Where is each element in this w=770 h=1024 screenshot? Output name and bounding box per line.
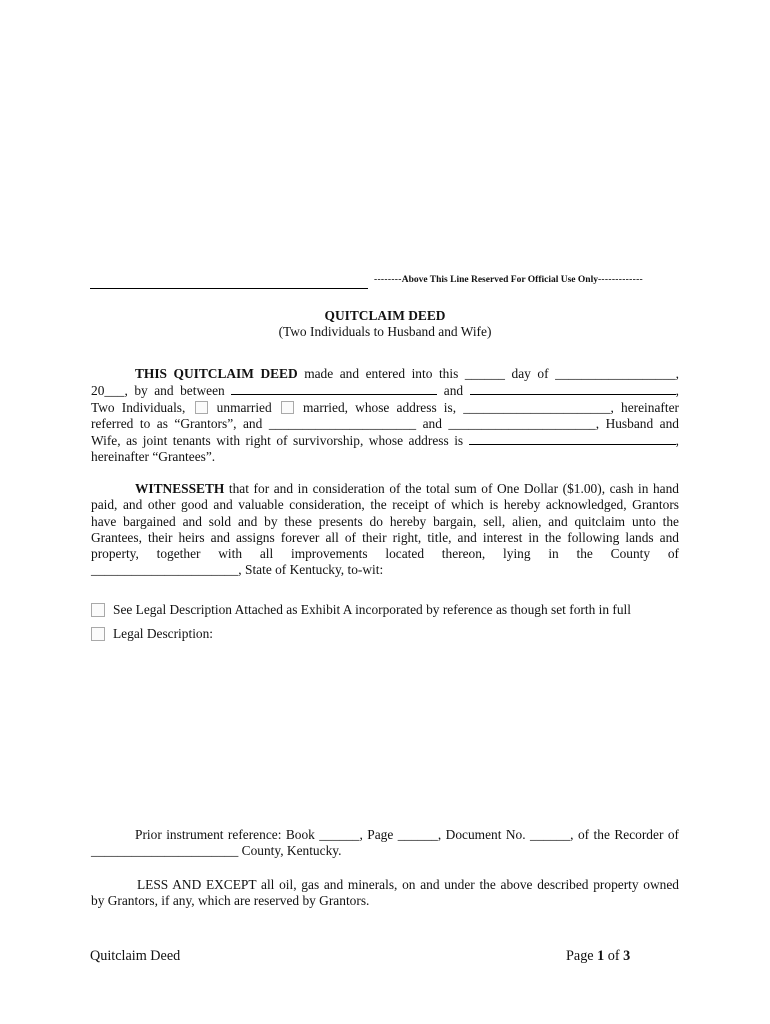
intro-paragraph bbox=[91, 366, 679, 466]
intro-text-3: and bbox=[443, 383, 464, 399]
witnesseth-bold-lead: WITNESSETH bbox=[135, 481, 225, 496]
prior-instrument-paragraph bbox=[91, 827, 679, 860]
page-word: Page bbox=[566, 948, 594, 964]
intro-line-5 bbox=[91, 432, 679, 449]
exhibit-checkbox[interactable] bbox=[91, 603, 105, 617]
prior-line-1 bbox=[91, 827, 679, 843]
footer-page-number bbox=[566, 948, 630, 964]
grantee-address-field[interactable] bbox=[469, 432, 676, 445]
legal-description-option bbox=[91, 626, 213, 644]
intro-text-10: , bbox=[675, 433, 679, 449]
intro-text-4: , bbox=[675, 383, 679, 399]
intro-line-3 bbox=[91, 400, 679, 416]
reserved-label-text: Above This Line Reserved For Official Use Only bbox=[401, 275, 598, 285]
intro-text-1: made and entered into this ______ day of __________________, bbox=[297, 366, 679, 381]
official-use-header bbox=[90, 272, 680, 290]
document-subtitle: (Two Individuals to Husband and Wife) bbox=[278, 324, 492, 339]
exhibit-option bbox=[91, 602, 631, 620]
less-except-line-1 bbox=[91, 877, 679, 893]
document-title: QUITCLAIM DEED bbox=[324, 308, 446, 323]
witnesseth-line-2: paid, and other good and valuable consideration, the receipt of which is hereby acknowledged, Grantors bbox=[91, 497, 679, 513]
intro-text-5: Two Individuals, bbox=[91, 399, 186, 415]
intro-text-9: Wife, as joint tenants with right of survivorship, whose address is bbox=[91, 433, 464, 449]
less-except-paragraph bbox=[91, 877, 679, 910]
intro-text-7: married, whose address is, ______________________, hereinafter bbox=[303, 399, 679, 415]
witnesseth-line-5: property, together with all improvements located thereon, lying in the County of bbox=[91, 546, 679, 562]
legal-description-label: Legal Description: bbox=[113, 626, 214, 641]
grantor-2-name-field[interactable] bbox=[470, 382, 676, 395]
witnesseth-line-4: Grantees, their heirs and assigns forever all of their right, title, and interest in the following lands and bbox=[91, 529, 679, 545]
married-checkbox[interactable] bbox=[281, 401, 294, 414]
dashes-left: -------- bbox=[374, 275, 402, 285]
unmarried-checkbox[interactable] bbox=[195, 401, 208, 414]
intro-text-8: referred to as “Grantors”, and ______________________ and ______________________, Husband and bbox=[91, 415, 679, 431]
intro-bold-lead: THIS QUITCLAIM DEED bbox=[135, 366, 298, 381]
unmarried-label: unmarried bbox=[216, 399, 272, 415]
current-page: 1 bbox=[597, 948, 605, 964]
footer-document-name: Quitclaim Deed bbox=[90, 948, 181, 964]
witnesseth-line-6: ______________________, State of Kentucky, to-wit: bbox=[91, 562, 384, 578]
of-word: of bbox=[607, 948, 620, 964]
intro-line-2 bbox=[91, 382, 679, 399]
intro-line-1 bbox=[91, 366, 679, 382]
witnesseth-line-3: have bargained and sold and by these presents do hereby bargain, sell, alien, and quitclaim unto the bbox=[91, 513, 679, 529]
witnesseth-line-1 bbox=[91, 481, 679, 497]
less-except-line-2: by Grantors, if any, which are reserved by Grantors. bbox=[91, 893, 370, 909]
grantor-1-name-field[interactable] bbox=[231, 382, 437, 395]
intro-text-11: hereinafter “Grantees”. bbox=[91, 449, 216, 465]
intro-text-2: 20___, by and between bbox=[91, 383, 225, 399]
intro-line-6 bbox=[91, 449, 679, 465]
intro-line-4 bbox=[91, 416, 679, 432]
less-except-text-1: LESS AND EXCEPT all oil, gas and minerals, on and under the above described property owned bbox=[137, 877, 679, 892]
witnesseth-text-1: that for and in consideration of the total sum of One Dollar ($1.00), cash in hand bbox=[224, 481, 679, 496]
prior-text-1: Prior instrument reference: Book ______, Page ______, Document No. ______, of the Recorder of bbox=[135, 827, 679, 842]
dashes-right: ------------- bbox=[597, 275, 643, 285]
official-use-label bbox=[374, 272, 643, 288]
legal-description-checkbox[interactable] bbox=[91, 627, 105, 641]
witnesseth-paragraph bbox=[91, 481, 679, 579]
prior-line-2: ______________________ County, Kentucky. bbox=[91, 843, 342, 859]
exhibit-option-label: See Legal Description Attached as Exhibit A incorporated by reference as though set forth in full bbox=[113, 602, 631, 617]
official-use-line bbox=[90, 288, 368, 289]
total-pages: 3 bbox=[623, 948, 631, 964]
